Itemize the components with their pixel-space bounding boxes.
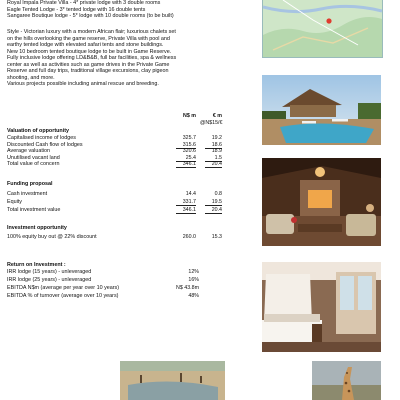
style-line: New 10 bedroom tented boutique lodge to be built in Game Reserve. <box>7 48 172 55</box>
row-label: EBITDA % of turnover (average over 10 years) <box>7 292 119 299</box>
row-label: IRR lodge (15 years) - unleveraged <box>7 268 92 275</box>
return-value: 16% <box>188 276 199 283</box>
total-label: Total investment value <box>7 207 61 213</box>
nad-value: 260.0 <box>182 234 196 240</box>
row-label: Discounted Cash flow of lodges <box>7 141 83 148</box>
map-photo <box>262 0 383 58</box>
row-label: Cash investment <box>7 191 48 197</box>
lounge-interior-graphic <box>262 158 381 246</box>
giraffe-photo <box>312 361 381 400</box>
eur-value: 0.8 <box>214 191 222 197</box>
map-graphic <box>263 0 382 57</box>
style-line: Various projects possible including animal rescue and breeding. <box>7 81 159 87</box>
pool-lodge-graphic <box>262 75 381 145</box>
style-line: center as well as activities such as game drives in the Private Game <box>7 61 170 68</box>
giraffe-graphic <box>312 361 381 400</box>
row-label: IRR lodge (25 years) - unleveraged <box>7 276 92 283</box>
eur-header: € m <box>212 113 222 119</box>
style-line: Reserve and full day trips, traditional village excursions, clay pigeon <box>7 68 169 74</box>
nad-total: 346.1 <box>176 161 196 168</box>
total-label: Total value of concern <box>7 161 60 167</box>
eur-total: 20.4 <box>205 207 222 214</box>
nad-total: 346.1 <box>176 207 196 214</box>
row-label: Equity <box>7 199 22 205</box>
lodge-line-2: Eagle Tented Lodge - 3* tented lodge with 16 double tents <box>7 6 146 13</box>
row-label: Average valuation <box>7 148 51 154</box>
bedroom-photo <box>262 262 381 352</box>
eur-value: 19.2 <box>211 135 222 141</box>
returns-title: Return on Investment : <box>7 262 66 268</box>
nad-value: 325.7 <box>182 135 196 141</box>
style-line: earthy tented lodge with elevated safari tents and stone buildings. <box>7 42 164 48</box>
valuation-title: Valuation of opportunity <box>7 128 69 134</box>
rate-header: @N$15/€ <box>200 119 223 126</box>
eur-value: 18.6 <box>205 142 222 149</box>
investment-title: Investment opportunity <box>7 225 67 231</box>
eur-value: 15.3 <box>211 234 222 240</box>
return-value: 48% <box>188 292 199 299</box>
lodge-line-1: Royal Impala Private Villa - 4* private lodge with 3 double rooms <box>7 0 161 6</box>
style-line: shooting, and more. <box>7 74 55 81</box>
row-label: EBITDA N$m (average per year over 10 years) <box>7 284 120 291</box>
nad-value: 315.6 <box>176 142 196 149</box>
eur-total: 20.4 <box>205 161 222 168</box>
eur-value: 18.9 <box>211 148 222 154</box>
waterhole-graphic <box>120 361 225 400</box>
nad-header: N$ m <box>183 113 196 119</box>
nad-value: 320.6 <box>182 148 196 154</box>
nad-value: 14.4 <box>185 191 196 197</box>
eur-value: 19.5 <box>205 199 222 206</box>
lodge-line-3: Sangaree Boutique lodge - 5* lodge with 10 double rooms (to be built) <box>7 13 174 19</box>
return-value: N$ 43.8m <box>176 284 199 291</box>
row-label: Capitalised income of lodges <box>7 135 76 141</box>
style-line: Style - Victorian luxury with a modern African flair; luxurious chalets set <box>7 29 176 35</box>
pool-lodge-photo <box>262 75 381 145</box>
bedroom-graphic <box>262 262 381 352</box>
return-value: 12% <box>188 268 199 275</box>
nad-value: 25.4 <box>176 155 196 162</box>
funding-title: Funding proposal <box>7 181 53 187</box>
eur-value: 1.5 <box>205 155 222 162</box>
lounge-interior-photo <box>262 158 381 246</box>
waterhole-photo <box>120 361 225 400</box>
style-line: on the hills overlooking the game reserve, Private Villa with pool and <box>7 35 170 42</box>
row-label: Unutilised vacant land <box>7 154 60 161</box>
nad-value: 331.7 <box>176 199 196 206</box>
row-label: 100% equity buy out @ 22% discount <box>7 234 97 240</box>
style-line: Fully inclusive lodge offering LD&B&B, full bar facilities, spa & wellness <box>7 55 177 61</box>
